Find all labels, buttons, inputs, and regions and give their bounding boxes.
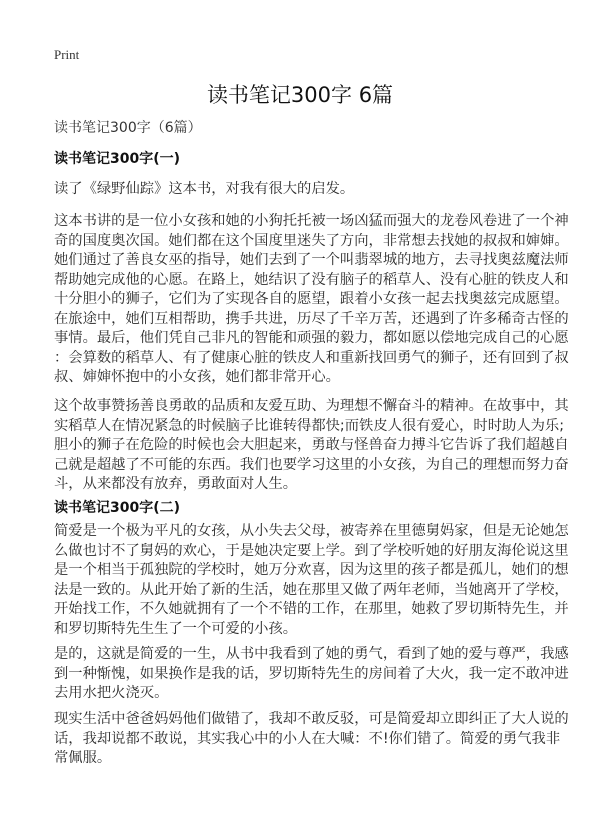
paragraph (54, 645, 569, 704)
text-line: 斗，从来都没有放弃，勇敢面对人生。 (54, 476, 298, 492)
text-line: 去用水把火浇灭。 (54, 685, 169, 701)
paragraph (54, 212, 569, 388)
text-line: 现实生活中爸爸妈妈他们做错了，我却不敢反驳，可是简爱却立即纠正了大人说的 (54, 711, 569, 727)
text-line: 十分胆小的狮子，它们为了实现各自的愿望，跟着小女孩一起去找奥兹完成愿望。 (54, 291, 569, 307)
page-title: 读书笔记300字 6篇 (206, 83, 394, 107)
text-line: 这本书讲的是一位小女孩和她的小狗托托被一场凶猛而强大的龙卷风卷进了一个神 (54, 213, 569, 229)
text-line: 简爱是一个极为平凡的女孩，从小失去父母，被寄养在里德舅妈家，但是无论她怎 (54, 523, 569, 539)
text-line: 胆小的狮子在危险的时候也会大胆起来，勇敢与怪兽奋力搏斗它告诉了我们超越自 (54, 437, 569, 453)
text-line: 话，我却说都不敢说，其实我心中的小人在大喊：不!你们错了。简爱的勇气我非 (54, 730, 561, 747)
paragraph (54, 522, 569, 639)
text-line: 读了《绿野仙踪》这本书，对我有很大的启发。 (54, 181, 355, 197)
text-line: 她们通过了善良女巫的指导，她们去到了一个叫翡翠城的地方，去寻找奥兹魔法师 (54, 252, 569, 268)
text-line: 事情。最后，他们凭自己非凡的智能和顽强的毅力，都如愿以偿地完成自己的心愿 (54, 330, 569, 346)
text-line: 帮助她完成他的心愿。在路上，她结识了没有脑子的稻草人、没有心脏的铁皮人和 (54, 271, 569, 288)
text-line: 常佩服。 (54, 750, 112, 766)
text-line: 实稻草人在情况紧急的时候脑子比谁转得都快;而铁皮人很有爱心，时时助人为乐; (54, 417, 565, 434)
text-line: 奇的国度奥次国。她们都在这个国度里迷失了方向，非常想去找她的叔叔和婶婶。 (54, 232, 569, 249)
text-line: ：会算数的稻草人、有了健康心脏的铁皮人和重新找回勇气的狮子，还有回到了叔 (54, 349, 569, 366)
text-line: 在旅途中，她们互相帮助，携手共进，历尽了千辛万苦，还遇到了许多稀奇古怪的 (54, 310, 569, 327)
text-line: 么做也讨不了舅妈的欢心，于是她决定要上学。到了学校听她的好朋友海伦说这里 (54, 542, 569, 559)
text-line: 开始找工作，不久她就拥有了一个不错的工作，在那里，她救了罗切斯特先生，并 (54, 601, 569, 617)
paragraph (54, 180, 554, 200)
text-line: 到一种惭愧，如果换作是我的话，罗切斯特先生的房间着了大火，我一定不敢冲进 (54, 665, 569, 682)
section-heading: 读书笔记300字(一) (54, 151, 181, 167)
print-link[interactable]: Print (54, 47, 80, 62)
subtitle: 读书笔记300字（6篇） (54, 120, 202, 136)
text-line: 是一个相当于孤独院的学校时，她万分欢喜，因为这里的孩子都是孤儿，她们的想 (54, 562, 569, 578)
text-line: 这个故事赞扬善良勇敢的品质和友爱互助、为理想不懈奋斗的精神。在故事中，其 (54, 398, 569, 414)
text-line: 叔、婶婶怀抱中的小女孩，她们都非常开心。 (54, 369, 340, 385)
text-line: 是的，这就是简爱的一生，从书中我看到了她的勇气，看到了她的爱与尊严，我感 (54, 646, 569, 662)
paragraph (54, 397, 569, 495)
text-line: 己就是超越了不可能的东西。我们也要学习这里的小女孩，为自己的理想而努力奋 (54, 456, 569, 473)
text-line: 法是一致的。从此开始了新的生活，她在那里又做了两年老师，当她离开了学校， (54, 581, 569, 598)
paragraph (54, 710, 569, 769)
text-line: 和罗切斯特先生生了一个可爱的小孩。 (54, 620, 298, 637)
section-heading: 读书笔记300字(二) (54, 500, 181, 516)
